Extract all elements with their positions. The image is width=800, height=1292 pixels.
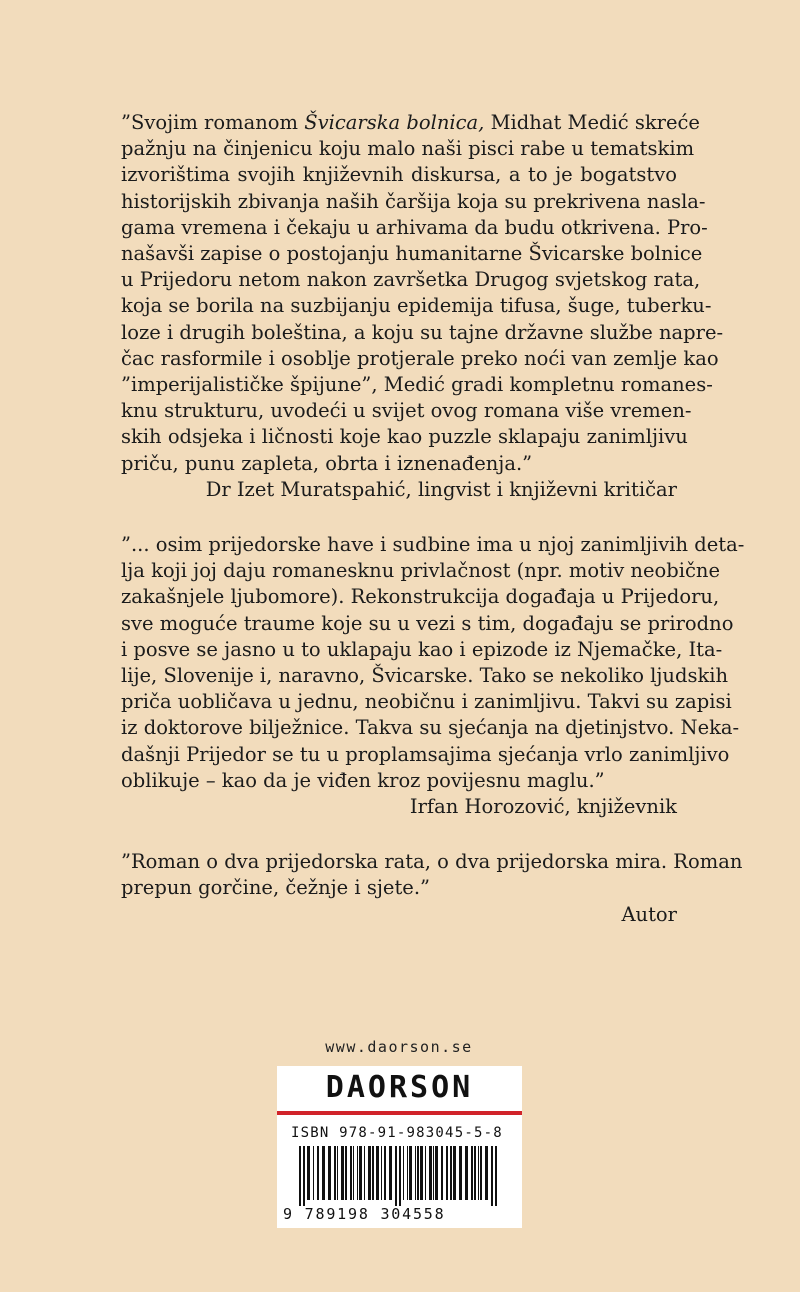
quote-line: i posve se jasno u to uklapaju kao i epizode iz Njemačke, Ita- xyxy=(121,637,723,661)
barcode-bar xyxy=(478,1146,479,1200)
barcode-bar xyxy=(307,1146,310,1200)
barcode-bar xyxy=(491,1146,493,1206)
quote-line: sve moguće traume koje su u vezi s tim, događaju se prirodno xyxy=(121,611,734,635)
barcode-bar xyxy=(395,1146,397,1206)
barcode-bar xyxy=(441,1146,443,1200)
quote-line: priču, punu zapleta, obrta i iznenađenja.” xyxy=(121,451,533,475)
quote-attribution: Autor xyxy=(621,902,677,926)
barcode-bar xyxy=(357,1146,358,1200)
quote-line: historijskih zbivanja naših čaršija koja su prekrivena nasla- xyxy=(121,189,706,213)
barcode-bar xyxy=(364,1146,365,1200)
barcode-bar xyxy=(381,1146,382,1200)
barcode-bar xyxy=(480,1146,482,1200)
barcode-bar xyxy=(399,1146,401,1206)
barcode-bar xyxy=(425,1146,426,1200)
barcode-bar xyxy=(337,1146,338,1200)
barcode-bar xyxy=(350,1146,352,1200)
ean-number: 9 789198 304558 xyxy=(283,1205,446,1223)
quote-line: našavši zapise o postojanju humanitarne Švicarske bolnice xyxy=(121,242,703,266)
barcode-bar xyxy=(407,1146,408,1200)
quote-line: ”Svojim romanom Švicarska bolnica, Midhat Medić skreće xyxy=(121,111,700,134)
quote-line: priča uobličava u jednu, neobičnu i zanimljivu. Takvi su zapisi xyxy=(121,690,732,714)
barcode-bar xyxy=(403,1146,404,1200)
quote-line: ”Roman o dva prijedorska rata, o dva prijedorska mira. Roman xyxy=(121,850,743,874)
barcode-bar xyxy=(459,1146,462,1200)
quote-line: u Prijedoru netom nakon završetka Drugog svjetskog rata, xyxy=(121,268,701,292)
barcode-label xyxy=(277,1066,522,1228)
quote-line: dašnji Prijedor se tu u proplamsajima sjećanja vrlo zanimljivo xyxy=(121,742,730,766)
quote-attribution: Dr Izet Muratspahić, lingvist i književni kritičar xyxy=(205,477,677,501)
quote-line: lja koji joj daju romanesknu privlačnost (npr. motiv neobične xyxy=(121,559,721,583)
barcode-bar xyxy=(495,1146,497,1206)
isbn-text: ISBN 978-91-983045-5-8 xyxy=(291,1125,503,1141)
barcode-bar xyxy=(429,1146,432,1200)
quote-line: skih odsjeka i ličnosti koje kao puzzle sklapaju zanimljivu xyxy=(121,425,688,449)
barcode-bar xyxy=(345,1146,347,1200)
quote-line: knu strukturu, uvodeći u svijet ovog romana više vremen- xyxy=(121,399,692,423)
quote-line: zakašnjele ljubomore). Rekonstrukcija događaja u Prijedoru, xyxy=(121,585,720,609)
quote-line: gama vremena i čekaju u arhivama da budu otkrivena. Pro- xyxy=(121,215,708,239)
barcode-bar xyxy=(446,1146,448,1200)
barcode-bar xyxy=(450,1146,452,1200)
barcode-bar xyxy=(317,1146,319,1200)
barcode-bar xyxy=(417,1146,419,1200)
barcode-bar xyxy=(485,1146,488,1200)
barcode-bar xyxy=(313,1146,314,1200)
publisher-website: www.daorson.se xyxy=(325,1038,473,1056)
barcode-icon xyxy=(299,1146,499,1206)
barcode-bar xyxy=(328,1146,331,1200)
barcode-bar xyxy=(474,1146,476,1200)
logo-underline xyxy=(277,1111,522,1115)
barcode-bar xyxy=(303,1146,305,1206)
barcode-bar xyxy=(372,1146,374,1200)
publisher-logo: DAORSON xyxy=(325,1070,474,1105)
book-title: Švicarska bolnica, xyxy=(304,111,485,134)
barcode-bar xyxy=(453,1146,456,1200)
quote-line: prepun gorčine, čežnje i sjete.” xyxy=(121,876,430,900)
barcode-bar xyxy=(465,1146,468,1200)
barcode-bar xyxy=(341,1146,344,1200)
barcode-bar xyxy=(368,1146,371,1200)
barcode-bar xyxy=(415,1146,416,1200)
quote-block-1 xyxy=(121,110,724,503)
barcode-bar xyxy=(384,1146,386,1200)
quote-line: ”... osim prijedorske have i sudbine ima u njoj zanimljivih deta- xyxy=(121,533,745,557)
barcode-bar xyxy=(471,1146,473,1200)
barcode-bar xyxy=(409,1146,412,1200)
barcode-bar xyxy=(299,1146,301,1206)
barcode-bar xyxy=(433,1146,434,1200)
quote-line: loze i drugih boleština, a koju su tajne državne službe napre- xyxy=(121,320,724,344)
quote-line: lije, Slovenije i, naravno, Švicarske. Tako se nekoliko ljudskih xyxy=(121,664,729,688)
quote-line: iz doktorove bilježnice. Takva su sjećanja na djetinjstvo. Neka- xyxy=(121,716,740,740)
quote-line: izvorištima svojih književnih diskursa, a to je bogatstvo xyxy=(121,163,677,187)
barcode-bar xyxy=(389,1146,392,1200)
quote-line: ”imperijalističke špijune”, Medić gradi kompletnu romanes- xyxy=(121,373,713,397)
quote-block-2 xyxy=(121,532,745,820)
quote-line: oblikuje – kao da je viđen kroz povijesnu maglu.” xyxy=(121,768,605,792)
barcode-bar xyxy=(435,1146,438,1200)
barcode-bar xyxy=(420,1146,423,1200)
quote-line: čac rasformile i osoblje protjerale preko noći van zemlje kao xyxy=(121,346,719,370)
quotes-section xyxy=(121,110,745,928)
barcode-bar xyxy=(322,1146,325,1200)
barcode-bar xyxy=(376,1146,379,1200)
quote-line: koja se borila na suzbijanju epidemija tifusa, šuge, tuberku- xyxy=(121,294,712,318)
barcode-bar xyxy=(353,1146,354,1200)
quote-attribution: Irfan Horozović, književnik xyxy=(409,795,677,819)
quote-block-3 xyxy=(121,849,743,928)
barcode-bar xyxy=(334,1146,336,1200)
quote-line: pažnju na činjenicu koju malo naši pisci rabe u tematskim xyxy=(121,137,695,161)
barcode-bar xyxy=(359,1146,362,1200)
